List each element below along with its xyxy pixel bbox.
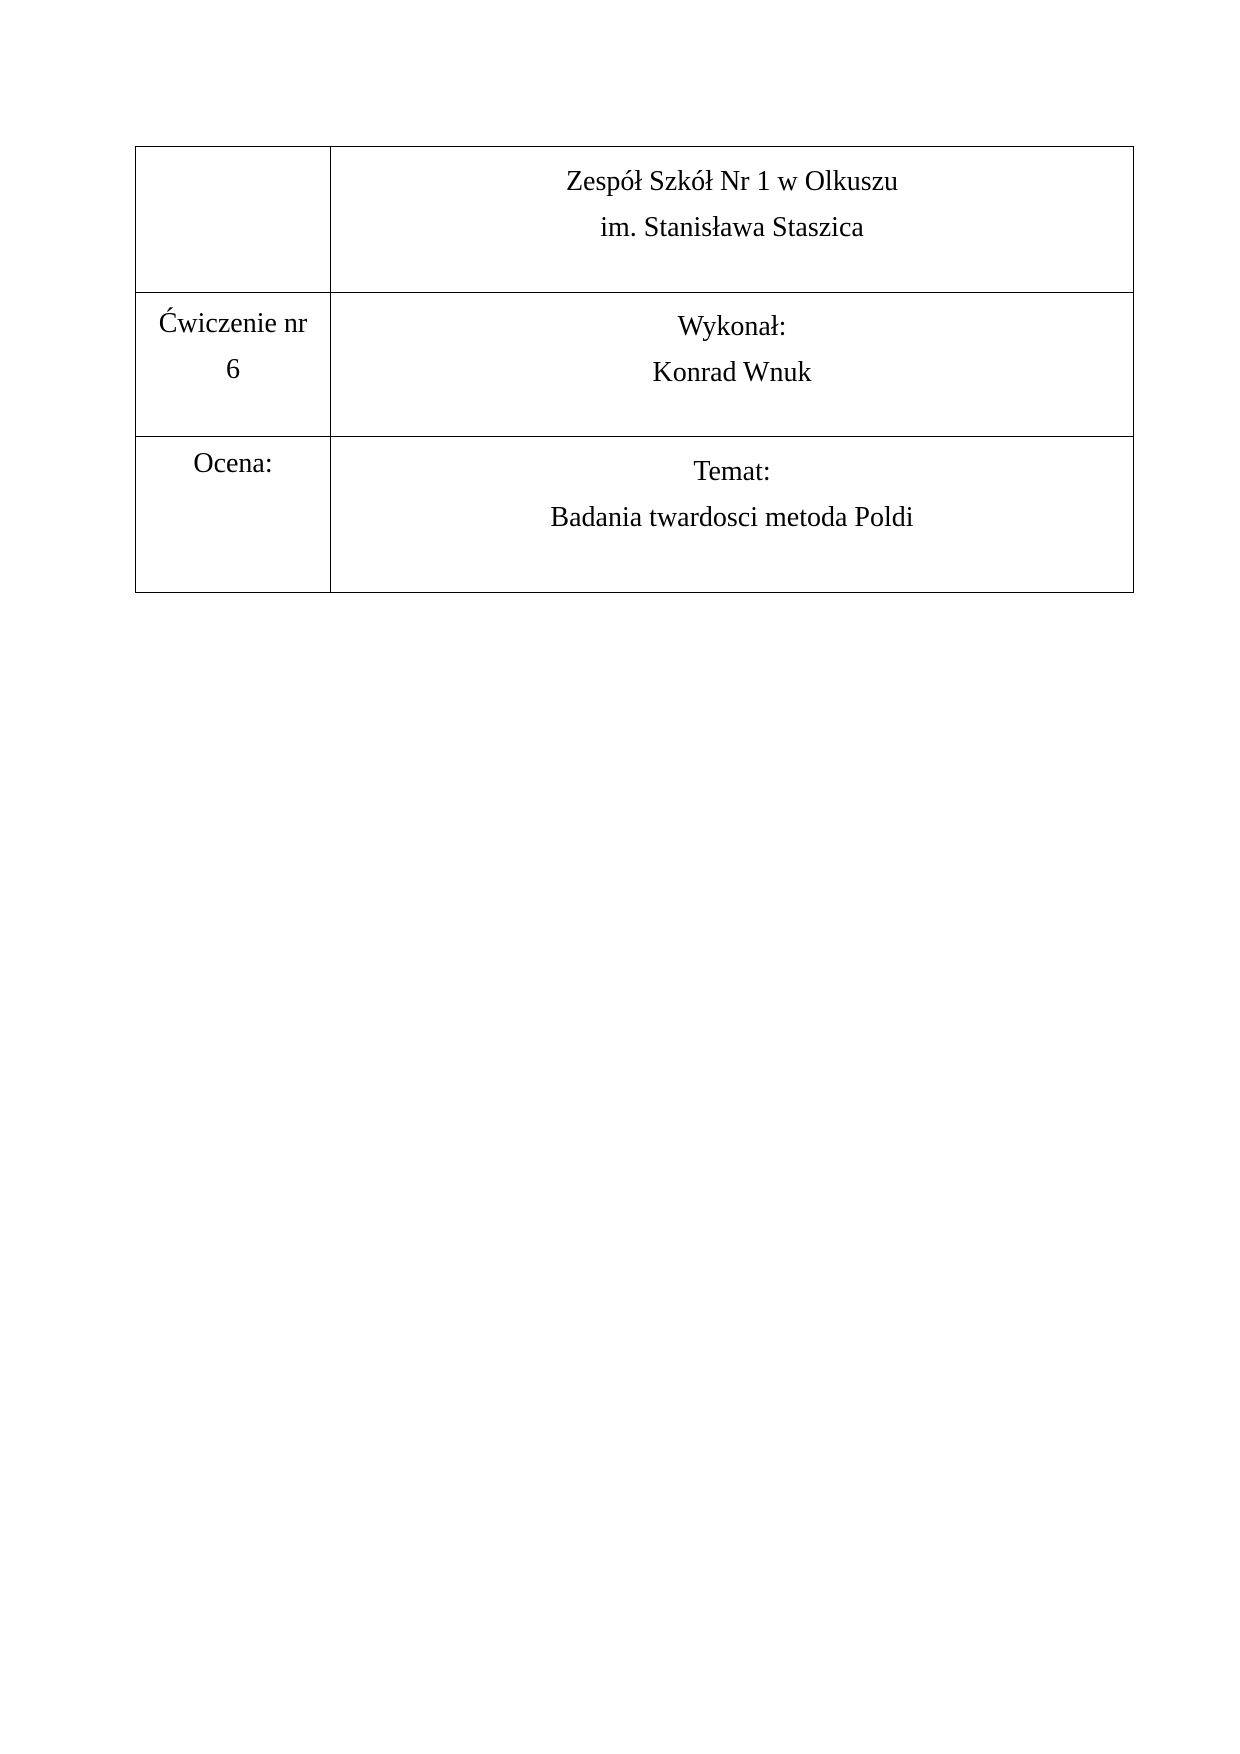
author-label: Wykonał: xyxy=(677,311,787,342)
topic-value: Badania twardosci metoda Poldi xyxy=(550,502,914,533)
empty-cell xyxy=(136,147,331,293)
topic-cell xyxy=(331,437,1134,593)
table-row-school xyxy=(136,147,1134,293)
exercise-number: 6 xyxy=(226,354,240,385)
table-row-exercise xyxy=(136,293,1134,437)
exercise-label: Ćwiczenie nr xyxy=(158,308,308,339)
author-name: Konrad Wnuk xyxy=(652,357,812,388)
school-cell xyxy=(331,147,1134,293)
grade-label: Ocena: xyxy=(193,448,273,479)
report-header-table xyxy=(135,146,1134,593)
author-cell xyxy=(331,293,1134,437)
grade-cell xyxy=(136,437,331,593)
exercise-cell xyxy=(136,293,331,437)
school-name: Zespół Szkół Nr 1 w Olkuszu xyxy=(565,166,899,197)
table-row-topic xyxy=(136,437,1134,593)
school-patron: im. Stanisława Staszica xyxy=(600,212,864,243)
topic-label: Temat: xyxy=(693,456,771,487)
